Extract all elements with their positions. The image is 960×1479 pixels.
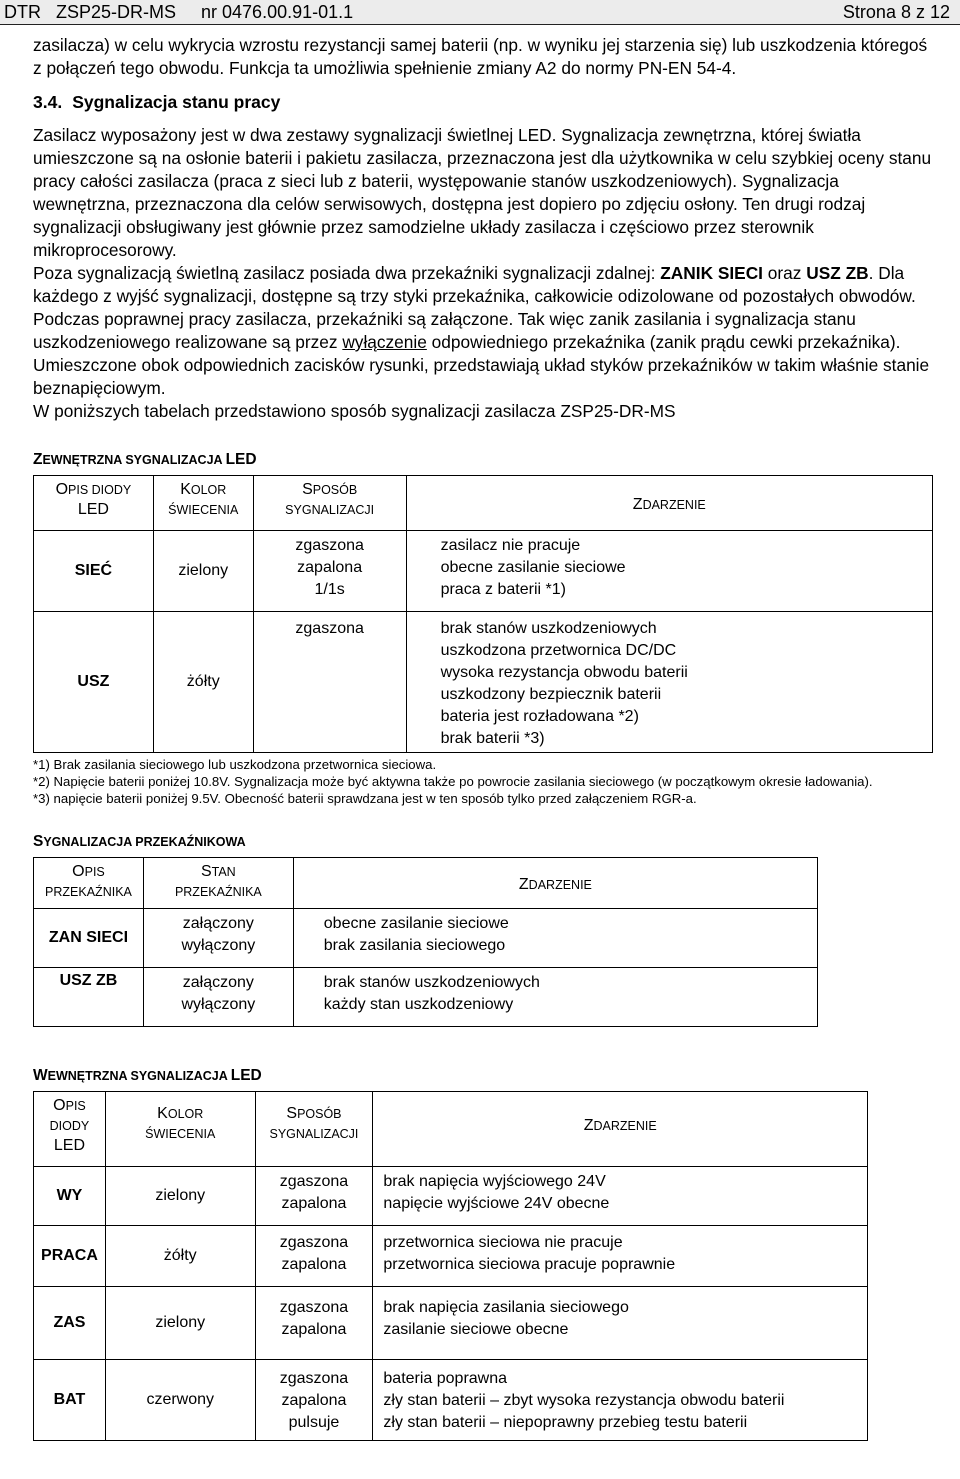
mode-item: zgaszona [279, 1234, 349, 1251]
event-item: brak napięcia zasilania sieciowego [383, 1299, 629, 1316]
int-led-table [33, 1091, 868, 1441]
paragraph-tables-intro: W poniższych tabelach przedstawiono sposób sygnalizacji zasilacza ZSP25-DR-MS [33, 401, 676, 421]
header-rest: PIS [84, 865, 105, 879]
title-rest: YGNALIZACJA PRZEKAŹNIKOWA [43, 835, 246, 849]
event-item: każdy stan uszkodzeniowy [323, 996, 514, 1013]
table-header-row [34, 1092, 868, 1167]
header-rest: POSÓB [297, 1107, 342, 1121]
state-item: załączony [182, 915, 254, 932]
title-rest: EWNĘTRZNA SYGNALIZACJA [42, 453, 226, 467]
relay-states [143, 909, 293, 968]
footnote: *2) Napięcie baterii poniżej 10.8V. Sygnalizacja może być aktywna także po powrocie zasilania sieciowego (w początkowym okresie ładowania). [33, 774, 873, 789]
header-rest: PIS [65, 1099, 86, 1113]
relay-name: USZ ZB [34, 968, 144, 1027]
section-number: 3.4. [33, 92, 63, 112]
header-rest: POSÓB [312, 483, 358, 497]
event-item: uszkodzona przetwornica DC/DC [440, 642, 677, 659]
event-item: zasilacz nie pracuje [440, 537, 581, 554]
header-initial: S [302, 481, 313, 498]
relay-name: ZAN SIECI [34, 909, 144, 968]
int-table-title [33, 1067, 938, 1085]
relay-events [293, 968, 817, 1027]
led-events [406, 531, 932, 612]
header-rest: OLOR [167, 1107, 204, 1121]
col-header-led [34, 1092, 106, 1167]
col-header-led [34, 476, 154, 531]
mode-item: pulsuje [288, 1414, 340, 1431]
led-color: zielony [105, 1167, 255, 1226]
header-initial: Z [518, 876, 529, 893]
footnote: *1) Brak zasilania sieciowego lub uszkodzona przetwornica sieciowa. [33, 757, 437, 772]
header-rest: OLOR [190, 483, 227, 497]
event-item: praca z baterii *1) [440, 581, 566, 598]
header-initial: S [200, 863, 212, 880]
page-number: Strona 8 z 12 [842, 2, 950, 22]
header-initial: Z [632, 496, 643, 513]
relay-events [293, 909, 817, 968]
mode-item: zgaszona [279, 1299, 349, 1316]
header-line: LED [53, 1137, 86, 1154]
led-events [406, 612, 932, 753]
header-rest: TAN [211, 865, 236, 879]
relay-table [33, 857, 818, 1027]
state-item: załączony [182, 974, 254, 991]
col-header-color [105, 1092, 255, 1167]
table-header-row [34, 476, 933, 531]
header-line: PRZEKAŹNIKA [45, 885, 132, 899]
mode-item: zgaszona [279, 1173, 349, 1190]
mode-item: zapalona [281, 1256, 347, 1273]
event-item: bateria poprawna [383, 1370, 508, 1387]
header-rest: DARZENIE [528, 878, 592, 892]
led-events [373, 1287, 868, 1360]
mode-item: zgaszona [279, 1370, 349, 1387]
header-rest: PIS DIODY [68, 483, 132, 497]
mode-item: zgaszona [295, 537, 364, 554]
event-item: napięcie wyjściowe 24V obecne [383, 1195, 610, 1212]
header-initial: S [286, 1105, 298, 1122]
mode-item: zapalona [281, 1321, 347, 1338]
event-item: obecne zasilanie sieciowe [440, 559, 626, 576]
header-initial: O [53, 1097, 66, 1114]
table-row-bat [34, 1360, 868, 1441]
event-item: brak baterii *3) [440, 730, 545, 747]
relay-name-usz-zb: USZ ZB [806, 263, 869, 283]
led-modes [255, 1287, 373, 1360]
header-line: ŚWIECENIA [145, 1127, 216, 1141]
text-run: . Dla każdego z wyjść sygnalizacji, dostępne są trzy styki przekaźnika, całkowicie odizolowane od pozostałych obwodów. Podczas poprawnej pracy zasilacza, przekaźniki są załączone. Tak więc zanik zasilania i sygnalizacja stanu uszkodzeniowego realizowane są przez [33, 263, 916, 352]
table-row-usz-zb [34, 968, 818, 1027]
table-row-siec [34, 531, 933, 612]
relay-name-zanik-sieci: ZANIK SIECI [660, 263, 763, 283]
title-initial: S [33, 833, 44, 850]
section-heading [33, 92, 938, 113]
state-item: wyłączony [181, 937, 256, 954]
header-initial: K [157, 1105, 168, 1122]
header-initial: O [55, 481, 69, 498]
col-header-event [293, 858, 817, 909]
event-item: brak napięcia wyjściowego 24V [383, 1173, 606, 1190]
led-events [373, 1167, 868, 1226]
header-line: LED [77, 501, 109, 518]
table-row-zas [34, 1287, 868, 1360]
mode-item: zapalona [297, 559, 363, 576]
text-run: oraz [762, 263, 807, 283]
header-initial: O [72, 863, 85, 880]
col-header-mode [253, 476, 406, 531]
mode-item: zgaszona [295, 620, 364, 637]
intro-paragraph: zasilacza) w celu wykrycia wzrostu rezystancji samej baterii (np. w wyniku jej starzenia się) lub uszkodzenia któregoś z połączeń tego obwodu. Funkcja ta umożliwia spełnienie zmiany A2 do normy PN-EN 54-4. [33, 35, 928, 78]
event-item: zły stan baterii – niepoprawny przebieg testu baterii [383, 1414, 748, 1431]
table-row-usz [34, 612, 933, 753]
led-color: żółty [153, 612, 253, 753]
header-rest: DARZENIE [642, 498, 706, 512]
col-header-relay [34, 858, 144, 909]
document-body [33, 34, 938, 1441]
relay-table-title [33, 833, 938, 851]
title-led: LED [225, 451, 257, 468]
text-run: Poza sygnalizacją świetlną zasilacz posiada dwa przekaźniki sygnalizacji zdalnej: [33, 263, 661, 283]
title-rest: EWNĘTRZNA SYGNALIZACJA [47, 1069, 231, 1083]
underlined-word: wyłączenie [342, 332, 427, 352]
col-header-event [373, 1092, 868, 1167]
led-name: ZAS [34, 1287, 106, 1360]
col-header-event [406, 476, 932, 531]
header-line: SYGNALIZACJI [269, 1127, 359, 1141]
event-item: obecne zasilanie sieciowe [323, 915, 509, 932]
led-color: zielony [105, 1287, 255, 1360]
paragraph-signaling: Zasilacz wyposażony jest w dwa zestawy sygnalizacji świetlnej LED. Sygnalizacja zewnętrzna, której światła umieszczone są na osłonie baterii i pakietu zasilacza, przeznaczona jest dla użytkownika w celu szybkiej oceny stanu pracy całości zasilacza (praca z sieci lub z baterii, występowanie stanów uszkodzeniowych). Sygnalizacja wewnętrzna, przeznaczona dla celów serwisowych, dostępna jest dopiero po zdjęciu osłony. Ten drugi rodzaj sygnalizacji obsługiwany jest głównie przez samodzielne układy zasilacza i częściowo przez sterownik mikroprocesorowy. [33, 125, 932, 260]
relay-states [143, 968, 293, 1027]
event-item: brak zasilania sieciowego [323, 937, 506, 954]
led-color: żółty [105, 1226, 255, 1287]
led-name: USZ [34, 612, 154, 753]
page-header [0, 0, 960, 25]
event-item: przetwornica sieciowa pracuje poprawnie [383, 1256, 676, 1273]
event-item: uszkodzony bezpiecznik baterii [440, 686, 662, 703]
title-led: LED [230, 1067, 262, 1084]
mode-item: 1/1s [314, 581, 345, 598]
table-row-wy [34, 1167, 868, 1226]
led-modes [253, 612, 406, 753]
event-item: brak stanów uszkodzeniowych [440, 620, 657, 637]
led-name: BAT [34, 1360, 106, 1441]
event-item: zły stan baterii – zbyt wysoka rezystancja obwodu baterii [383, 1392, 785, 1409]
state-item: wyłączony [181, 996, 256, 1013]
led-name: WY [34, 1167, 106, 1226]
header-initial: Z [583, 1117, 594, 1134]
col-header-color [153, 476, 253, 531]
paragraph-relays [33, 262, 938, 400]
led-color: czerwony [105, 1360, 255, 1441]
table-header-row [34, 858, 818, 909]
footnote: *3) napięcie baterii poniżej 9.5V. Obecność baterii sprawdzana jest w ten sposób tylko przed załączeniem RGR-a. [33, 791, 697, 806]
led-events [373, 1360, 868, 1441]
col-header-mode [255, 1092, 373, 1167]
header-line: DIODY [49, 1119, 90, 1133]
event-item: brak stanów uszkodzeniowych [323, 974, 540, 991]
event-item: wysoka rezystancja obwodu baterii [440, 664, 688, 681]
table-row-praca [34, 1226, 868, 1287]
header-line: PRZEKAŹNIKA [174, 885, 262, 899]
footnotes [33, 756, 938, 807]
led-events [373, 1226, 868, 1287]
led-name: PRACA [34, 1226, 106, 1287]
led-name: SIEĆ [34, 531, 154, 612]
header-line: ŚWIECENIA [168, 503, 239, 517]
event-item: zasilanie sieciowe obecne [383, 1321, 569, 1338]
event-item: przetwornica sieciowa nie pracuje [383, 1234, 623, 1251]
ext-led-table [33, 475, 933, 753]
mode-item: zapalona [281, 1195, 347, 1212]
table-row-zan-sieci [34, 909, 818, 968]
header-rest: DARZENIE [593, 1119, 657, 1133]
ext-table-title [33, 451, 938, 469]
led-color: zielony [153, 531, 253, 612]
header-initial: K [180, 481, 191, 498]
title-initial: Z [33, 451, 43, 468]
led-modes [253, 531, 406, 612]
title-initial: W [33, 1067, 48, 1084]
header-line: SYGNALIZACJI [285, 503, 375, 517]
led-modes [255, 1167, 373, 1226]
document-id: DTR ZSP25-DR-MS nr 0476.00.91-01.1 [4, 2, 354, 22]
text-run: odpowiedniego przekaźnika (zanik prądu cewki przekaźnika). Umieszczone obok odpowiednich zacisków rysunki, przedstawiają układ styków przekaźników w takim właśnie stanie beznapięciowym. [33, 332, 930, 398]
event-item: bateria jest rozładowana *2) [440, 708, 639, 725]
section-title: Sygnalizacja stanu pracy [72, 92, 281, 112]
led-modes [255, 1226, 373, 1287]
mode-item: zapalona [281, 1392, 347, 1409]
led-modes [255, 1360, 373, 1441]
col-header-state [143, 858, 293, 909]
